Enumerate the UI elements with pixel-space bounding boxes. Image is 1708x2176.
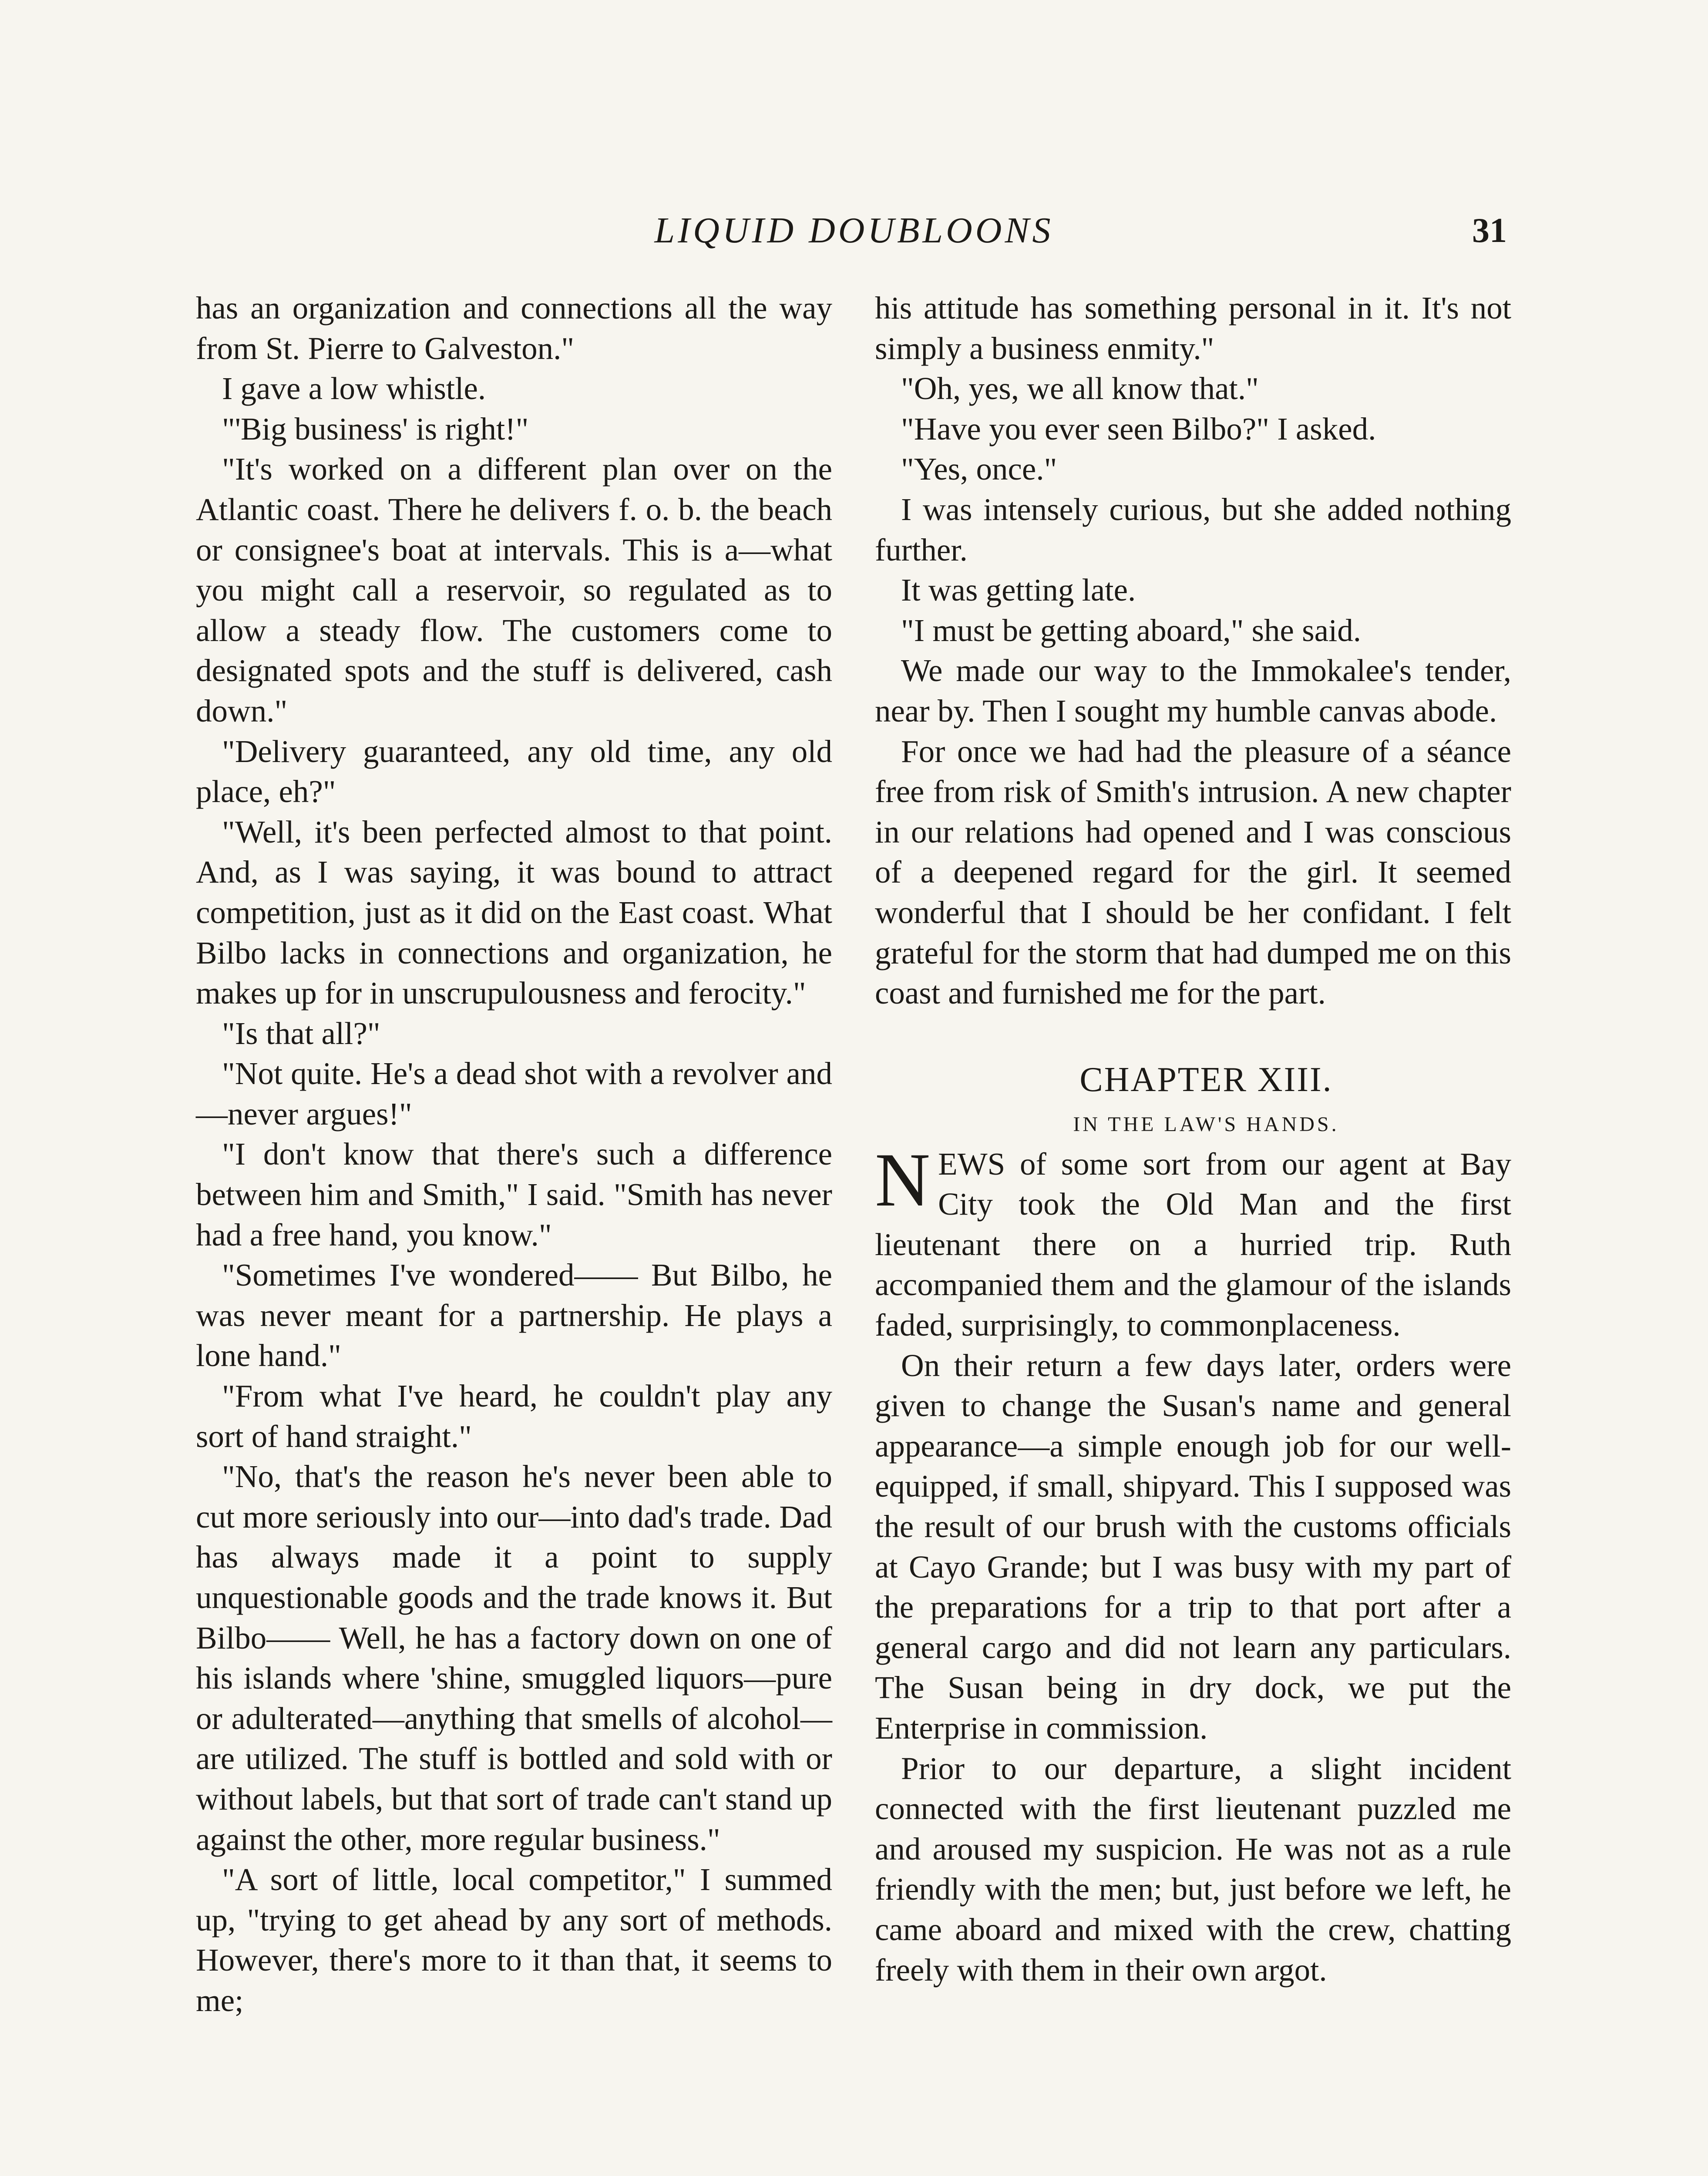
page-number: 31 [1472,212,1507,250]
paragraph: Prior to our departure, a slight incident connected with the first lieutenant puzzled me and aroused my suspicion. He was not as a rule friendly with the men; but, just before we left, he came aboard and mixed with the crew, chatting freely with them in their own argot. [875,1750,1511,1988]
chapter-title: CHAPTER XIII. [1079,1060,1333,1099]
opening-text: EWS of some sort from our agent at Bay City took the Old Man and the first lieutenant there on a hurried trip. Ruth accompanied them and the glamour of the islands faded, surprisingly, to commonplaceness. [875,1146,1511,1343]
paragraph: On their return a few days later, orders were given to change the Susan's name and general appearance—a simple enough job for our well-equipped, if small, shipyard. This I supposed was the result of our brush with the customs officials at Cayo Grande; but I was busy with my part of the preparations for a trip to that port after a general cargo and did not learn any particulars. The Susan being in dry dock, we put the Enterprise in commission. [875,1347,1511,1746]
right-column [875,288,1511,1990]
paragraph: "Yes, once." [901,451,1057,487]
paragraph: "A sort of little, local competitor," I summed up, "trying to get ahead by any sort of methods. However, there's more to it than that, it seems to me; [196,1862,832,2018]
paragraph: "I must be getting aboard," she said. [901,612,1362,648]
chapter-spacer [875,1014,1511,1055]
paragraph: It was getting late. [901,572,1136,608]
running-title: LIQUID DOUBLOONS [654,210,1054,251]
paragraph: his attitude has something personal in it. It's not simply a business enmity." [875,290,1511,366]
paragraph: I was intensely curious, but she added nothing further. [875,491,1511,568]
paragraph: has an organization and connections all the way from St. Pierre to Galveston." [196,290,832,366]
paragraph: "Have you ever seen Bilbo?" I asked. [901,411,1376,447]
paragraph: "Is that all?" [222,1015,380,1051]
drop-cap: N [875,1137,931,1222]
running-head [0,205,1708,265]
left-column [196,288,832,2021]
paragraph: "Not quite. He's a dead shot with a revolver and—never argues!" [196,1056,832,1132]
paragraph: "No, that's the reason he's never been able to cut more seriously into our—into dad's trade. Dad has always made it a point to supply unquestionable goods and the trade knows it. But Bilbo—— Well, he has a factory down on one of his islands where 'shine, smuggled liquors—pure or adulterated—anything that smells of alcohol—are utilized. The stuff is bottled and sold with or without labels, but that sort of trade can't stand up against the other, more regular business." [196,1459,832,1857]
paragraph: "Well, it's been perfected almost to that point. And, as I was saying, it was bound to attract competition, just as it did on the East coast. What Bilbo lacks in connections and organization, he makes up for in unscrupulousness and ferocity." [196,814,832,1011]
paragraph: "'Big business' is right!" [222,411,529,447]
chapter-opening-paragraph [875,1137,1511,1346]
paragraph: "It's worked on a different plan over on the Atlantic coast. There he delivers f. o. b. the beach or consignee's boat at intervals. This is a—what you might call a reservoir, so regulated as to allow a steady flow. The customers come to designated spots and the stuff is delivered, cash down." [196,451,832,729]
paragraph: For once we had had the pleasure of a séance free from risk of Smith's intrusion. A new chapter in our relations had opened and I was conscious of a deepened regard for the girl. It seemed wonderful that I should be her confidant. I felt grateful for the storm that had dumped me on this coast and furnished me for the part. [875,733,1511,1011]
paragraph: "Sometimes I've wondered—— But Bilbo, he was never meant for a partnership. He plays a lone hand." [196,1257,832,1373]
paragraph: We made our way to the Immokalee's tender, near by. Then I sought my humble canvas abode. [875,653,1511,729]
chapter-subtitle: IN THE LAW'S HANDS. [1073,1112,1339,1136]
paragraph: "Oh, yes, we all know that." [901,371,1259,406]
paragraph: I gave a low whistle. [222,371,486,406]
paragraph: "From what I've heard, he couldn't play any sort of hand straight." [196,1378,832,1454]
paragraph: "I don't know that there's such a difference between him and Smith," I said. "Smith has never had a free hand, you know." [196,1136,832,1253]
paragraph: "Delivery guaranteed, any old time, any old place, eh?" [196,733,832,809]
